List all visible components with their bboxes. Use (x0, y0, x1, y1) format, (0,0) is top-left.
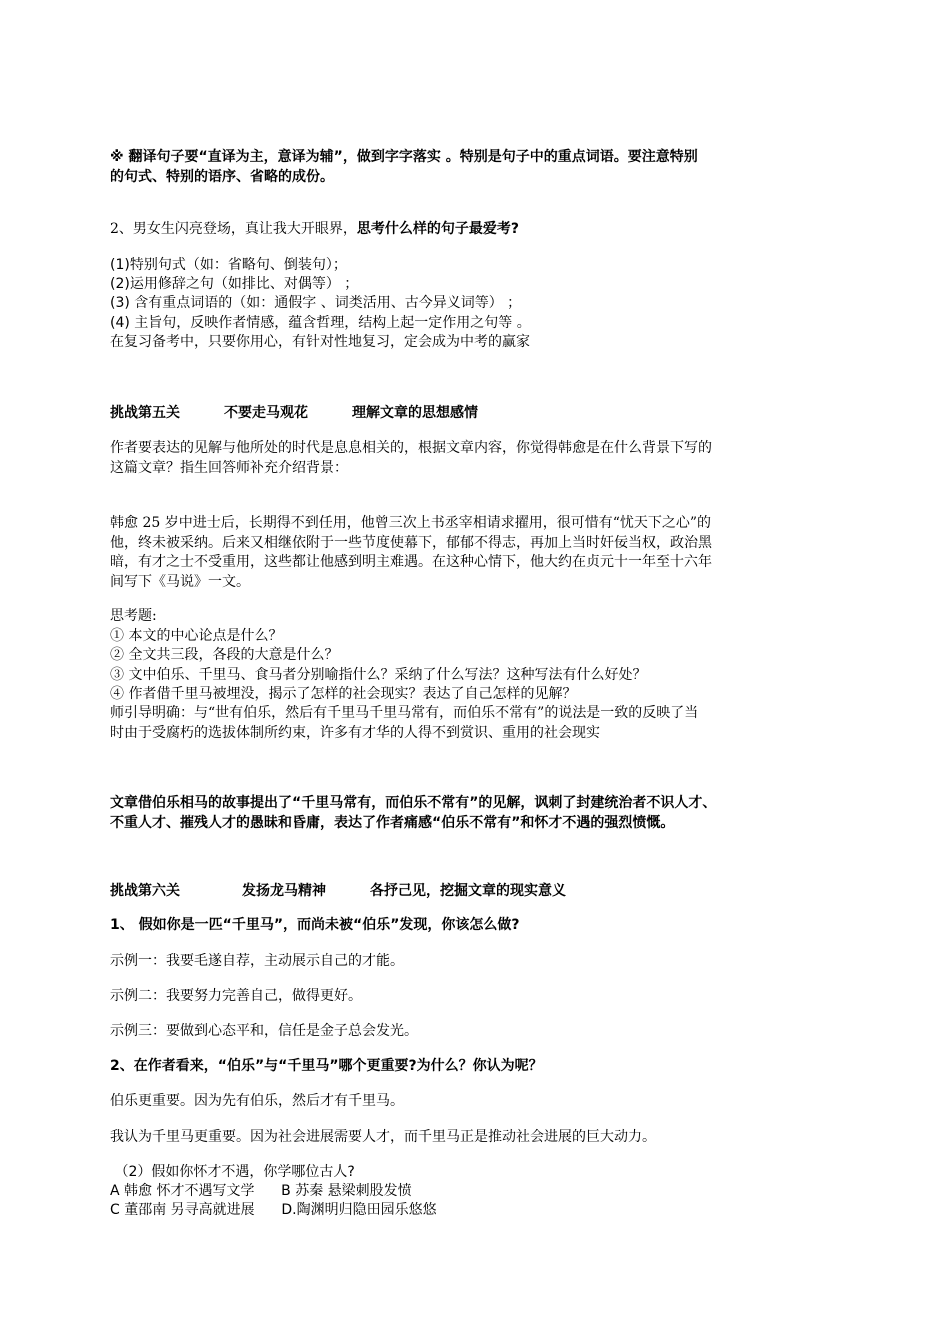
level6-q3: （2）假如你怀才不遇，你学哪位古人? (110, 1164, 355, 1180)
answer-2: 我认为千里马更重要。因为社会进展需要人才，而千里马正是推动社会进展的巨大动力。 (110, 1129, 656, 1145)
options-row-1: A 韩愈 怀才不遇写文学 B 苏秦 悬梁刺股发愤 (110, 1183, 412, 1199)
background-line-2: 他，终未被采纳。后来又相继依附于一些节度使幕下，郁郁不得志，再加上当时奸佞当权，政治黑 (110, 535, 712, 551)
q2-intro-bold: 思考什么样的句子最爱考? (356, 221, 520, 237)
question-3: ③ 文中伯乐、千里马、食马者分别喻指什么？采纳了什么写法？这种写法有什么好处？ (110, 667, 647, 683)
level6-title (110, 881, 845, 901)
level6-q2: 2、在作者看来，“伯乐”与“千里马”哪个更重要?为什么？你认为呢？ (110, 1058, 543, 1074)
q2-intro (110, 219, 845, 239)
question-4: ④ 作者借千里马被埋没，揭示了怎样的社会现实？表达了自己怎样的见解？ (110, 686, 577, 702)
summary-line-2: 不重人才、摧残人才的愚昧和昏庸，表达了作者痛感“伯乐不常有”和怀才不遇的强烈愤慨。 (110, 815, 675, 831)
example-3: 示例三：要做到心态平和，信任是金子总会发光。 (110, 1023, 418, 1039)
level5-title (110, 403, 845, 423)
q2-item-4: (4) 主旨句，反映作者情感，蕴含哲理，结构上起一定作用之句等 。 (110, 315, 531, 331)
tip-line-2: 的句式、特别的语序、省略的成份。 (110, 169, 334, 185)
guide-line-2: 时由于受腐朽的选拔体制所约束，许多有才华的人得不到赏识、重用的社会现实 (110, 725, 600, 741)
q2-closing: 在复习备考中，只要你用心，有针对性地复习，定会成为中考的赢家 (110, 334, 530, 350)
summary-line-1: 文章借伯乐相马的故事提出了“千里马常有，而伯乐不常有”的见解，讽刺了封建统治者不识人才、 (110, 795, 717, 811)
level5-title-b: 不要走马观花 (224, 405, 308, 421)
q2-item-1: (1)特别句式（如：省略句、倒装句）； (110, 257, 347, 273)
example-1: 示例一：我要毛遂自荐，主动展示自己的才能。 (110, 953, 404, 969)
question-2: ② 全文共三段，各段的大意是什么？ (110, 647, 339, 663)
question-1: ① 本文的中心论点是什么？ (110, 628, 283, 644)
options-row-2: C 董邵南 另寻高就进展 D.陶渊明归隐田园乐悠悠 (110, 1202, 437, 1218)
guide-line-1: 师引导明确：与“世有伯乐，然后有千里马千里马常有，而伯乐不常有”的说法是一致的反映了当 (110, 705, 699, 721)
level6-q1: 1、 假如你是一匹“千里马”，而尚未被“伯乐”发现，你该怎么做? (110, 917, 520, 933)
level5-para1-line1: 作者要表达的见解与他所处的时代是息息相关的，根据文章内容，你觉得韩愈是在什么背景下写的 (110, 440, 712, 456)
tip-line-1: ※ 翻译句子要“直译为主，意译为辅”，做到字字落实 。特别是句子中的重点词语。要注意特别 (110, 149, 698, 165)
q2-item-2: (2)运用修辞之句（如排比、对偶等） ； (110, 276, 359, 292)
background-line-1: 韩愈 25 岁中进士后，长期得不到任用，他曾三次上书丞宰相请求擢用，很可惜有“忧天下之心”的 (110, 515, 712, 531)
level6-title-b: 发扬龙马精神 (242, 883, 326, 899)
level5-title-c: 理解文章的思想感情 (352, 405, 478, 421)
example-2: 示例二：我要努力完善自己，做得更好。 (110, 988, 362, 1004)
q2-item-3: (3) 含有重点词语的（如：通假字 、词类活用、古今异义词等） ； (110, 295, 522, 311)
questions-label: 思考题: (110, 608, 157, 624)
level5-title-a: 挑战第五关 (110, 405, 180, 421)
background-line-4: 间写下《马说》一文。 (110, 574, 250, 590)
q2-intro-text: 2、男女生闪亮登场，真让我大开眼界， (110, 221, 357, 237)
level6-title-a: 挑战第六关 (110, 883, 180, 899)
answer-1: 伯乐更重要。因为先有伯乐，然后才有千里马。 (110, 1093, 404, 1109)
background-line-3: 暗，有才之士不受重用，这些都让他感到明主难遇。在这种心情下，他大约在贞元十一年至十六年 (110, 554, 712, 570)
level5-para1-line2: 这篇文章？指生回答师补充介绍背景： (110, 460, 348, 476)
level6-title-c: 各抒己见，挖掘文章的现实意义 (370, 883, 566, 899)
